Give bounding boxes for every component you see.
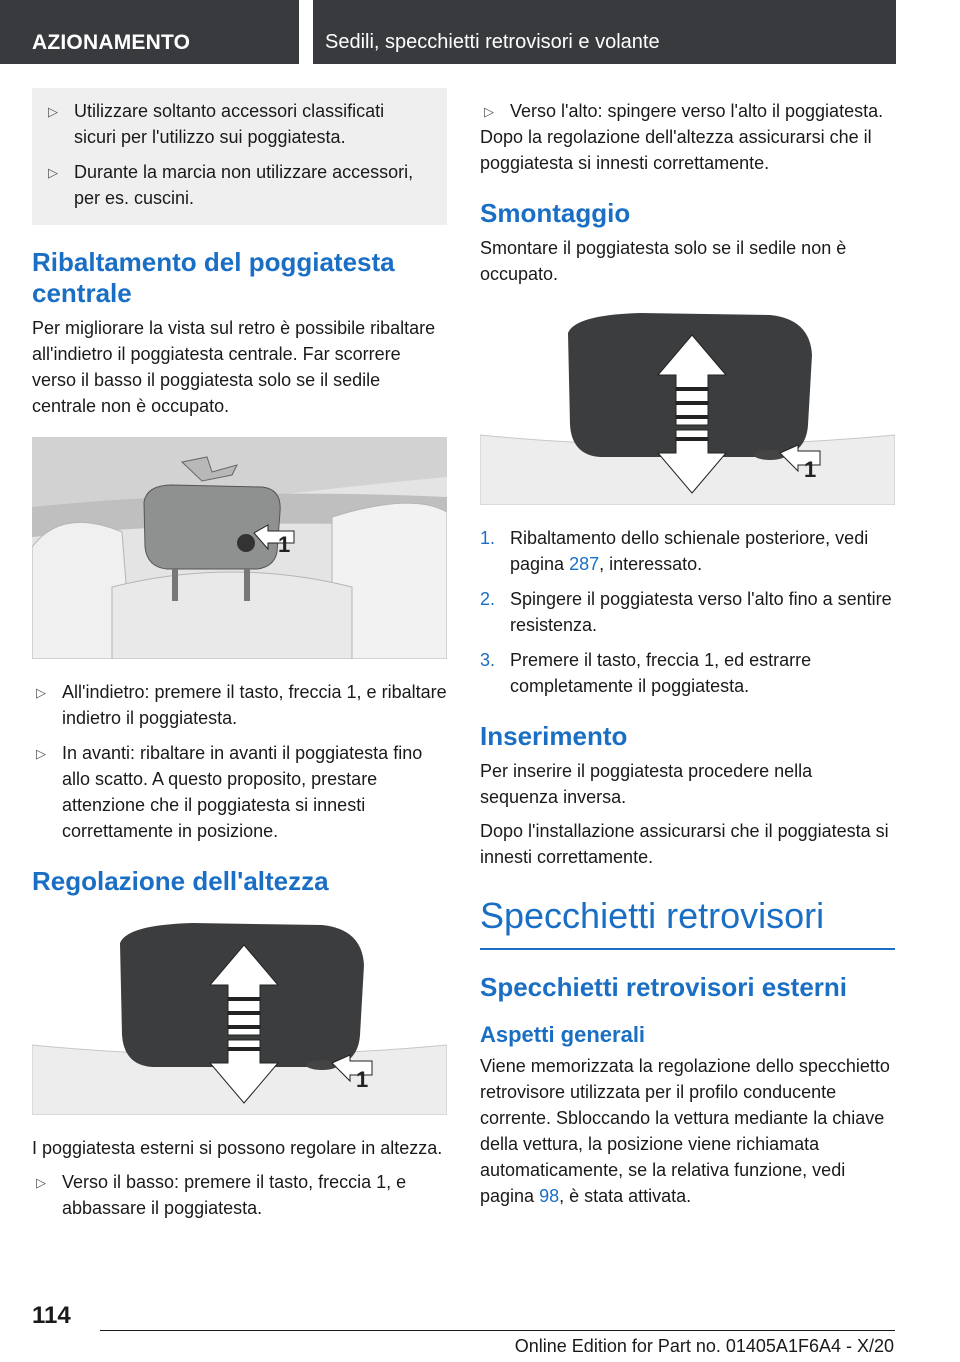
section-title-inserimento: Inserimento bbox=[480, 721, 628, 751]
section-title-smontaggio: Smontaggio bbox=[480, 198, 631, 228]
rear-seats-headrest-image bbox=[32, 437, 447, 659]
figure-label: 1 bbox=[804, 457, 817, 482]
triangle-right-icon: ▷ bbox=[36, 746, 46, 761]
headrest-height-image bbox=[32, 915, 447, 1115]
triangle-right-icon: ▷ bbox=[36, 1175, 46, 1190]
headrest-removal-image bbox=[480, 305, 895, 505]
subsection-title-aspetti: Aspetti generali bbox=[480, 1022, 646, 1047]
page-number: 114 bbox=[32, 1302, 71, 1329]
triangle-right-icon: ▷ bbox=[48, 104, 58, 119]
list-item: ▷ Durante la marcia non utilizzare accessori, per es. cuscini. bbox=[48, 162, 414, 208]
figure-label: 1 bbox=[278, 532, 291, 557]
paragraph: Viene memorizzata la regolazione dello specchietto retrovisore utilizzata per il profilo conducente corrente. Sbloccando la vettura mediante la chiave della vettura, la posizione viene richiamata automaticamente, se la relativa funzione, vedi pagina 98, è stata attivata. bbox=[480, 1056, 890, 1206]
triangle-right-icon: ▷ bbox=[48, 165, 58, 180]
header-chapter-title: Sedili, specchietti retrovisori e volante bbox=[313, 0, 896, 64]
paragraph: Smontare il poggiatesta solo se il sedile non è occupato. bbox=[480, 238, 847, 284]
page-link[interactable]: 287 bbox=[569, 554, 600, 574]
footer-rule bbox=[100, 1330, 895, 1331]
page-header bbox=[0, 0, 960, 66]
list-item: ▷ In avanti: ribaltare in avanti il poggiatesta fino allo scatto. A questo proposito, prestare attenzione che il poggiatesta si innesti correttamente in posizione. bbox=[36, 743, 423, 841]
figure-label: 1 bbox=[356, 1067, 369, 1092]
paragraph: Dopo la regolazione dell'altezza assicurarsi che il poggiatesta si innesti correttamente. bbox=[480, 127, 872, 173]
header-section-title: AZIONAMENTO bbox=[0, 0, 299, 64]
chapter-title-specchietti: Specchietti retrovisori bbox=[480, 895, 825, 936]
list-item: 1. Ribaltamento dello schienale posteriore, vedi pagina 287, interessato. bbox=[480, 528, 869, 574]
footer-edition: Online Edition for Part no. 01405A1F6A4 - X/20 bbox=[514, 1336, 894, 1356]
paragraph: Per migliorare la vista sul retro è possibile ribaltare all'indietro il poggiatesta centrale. Far scorrere verso il basso il poggiatesta solo se il sedile centrale non è occupato. bbox=[32, 318, 436, 416]
list-item: ▷ Utilizzare soltanto accessori classificati sicuri per l'utilizzo sui poggiatesta. bbox=[48, 101, 385, 147]
section-title-regolazione: Regolazione dell'altezza bbox=[32, 866, 329, 896]
triangle-right-icon: ▷ bbox=[484, 104, 494, 119]
list-item: ▷ All'indietro: premere il tasto, freccia 1, e ribaltare indietro il poggiatesta. bbox=[36, 682, 447, 728]
paragraph: I poggiatesta esterni si possono regolare in altezza. bbox=[32, 1138, 443, 1158]
list-item: ▷ Verso il basso: premere il tasto, freccia 1, e abbassare il poggiatesta. bbox=[36, 1172, 407, 1218]
triangle-right-icon: ▷ bbox=[36, 685, 46, 700]
left-column bbox=[32, 88, 447, 1221]
paragraph: Per inserire il poggiatesta procedere nella sequenza inversa. bbox=[480, 761, 813, 807]
list-item: ▷ Verso l'alto: spingere verso l'alto il poggiatesta. bbox=[480, 98, 895, 124]
list-item: 3. Premere il tasto, freccia 1, ed estrarre completamente il poggiatesta. bbox=[480, 650, 812, 696]
list-item: 2. Spingere il poggiatesta verso l'alto fino a sentire resistenza. bbox=[480, 589, 892, 635]
right-column bbox=[480, 88, 895, 1217]
section-title-ribaltamento: Ribaltamento del poggiatesta centrale bbox=[32, 247, 395, 308]
note-box bbox=[32, 88, 447, 225]
title-rule bbox=[480, 948, 895, 950]
section-title-specchietti-esterni: Specchietti retrovisori esterni bbox=[480, 972, 848, 1002]
paragraph: Dopo l'installazione assicurarsi che il poggiatesta si innesti correttamente. bbox=[480, 821, 889, 867]
page-link[interactable]: 98 bbox=[539, 1186, 560, 1206]
